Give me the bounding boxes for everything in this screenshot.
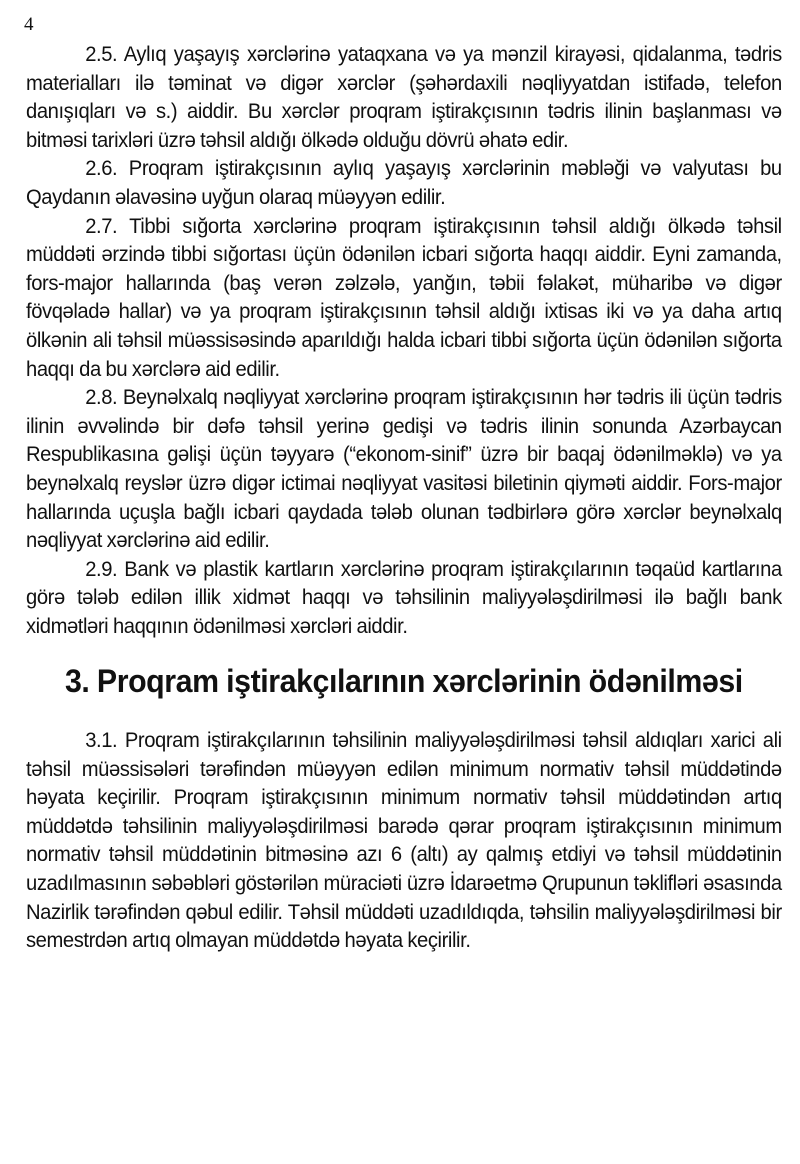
paragraph-2-6: 2.6. Proqram iştirakçısının aylıq yaşayış xərclərinin məbləği və valyutası bu Qaydanın əlavəsinə uyğun olaraq müəyyən edilir. — [26, 156, 782, 209]
paragraph-2-9: 2.9. Bank və plastik kartların xərclərinə proqram iştirakçılarının təqaüd kartlarına görə tələb edilən illik xidmət haqqı və təhsilinin maliyyələşdirilməsi ilə bağlı bank xidmətləri haqqının ödənilməsi xərcləri aiddir. — [26, 556, 782, 638]
paragraph-2-5: 2.5. Aylıq yaşayış xərclərinə yataqxana və ya mənzil kirayəsi, qidalanma, tədris materialları ilə təminat və digər xərclər (şəhərdaxili nəqliyyatdan istifadə, telefon danışıqları və s.) aiddir. Bu xərclər proqram iştirakçısının tədris ilinin başlanması və bitməsi tarixləri üzrə təhsil aldığı ölkədə olduğu dövrü əhatə edir. — [26, 42, 782, 152]
section-3-heading: 3. Proqram iştirakçılarının xərclərinin ödənilməsi — [64, 663, 743, 700]
paragraph-2-8: 2.8. Beynəlxalq nəqliyyat xərclərinə proqram iştirakçısının hər tədris ili üçün tədris ilinin əvvəlində bir dəfə təhsil yerinə gedişi və tədris ilinin sonunda Azərbaycan Respublikasına gəlişi üçün təyyarə (“ekonom-sinif” üzrə bir baqaj ödənilməklə) və ya beynəlxalq reyslər üzrə digər ictimai nəqliyyat vasitəsi biletinin qiyməti aiddir. Fors-major hallarında uçuşla bağlı icbari qaydada tələb olunan tədbirlərə görə xərclər beynəlxalq nəqliyyat xərclərinə aid edilir. — [26, 385, 782, 553]
paragraph-3-1: 3.1. Proqram iştirakçılarının təhsilinin maliyyələşdirilməsi təhsil aldıqları xarici ali təhsil müəssisələri tərəfindən müəyyən edilən minimum normativ təhsil müddətində həyata keçirilir. Proqram iştirakçısının minimum normativ təhsil müddətindən artıq müddətdə təhsilinin maliyyələşdirilməsi barədə qərar proqram iştirakçısının minimum normativ təhsil müddətinin bitməsinə azı 6 (altı) ay qalmış etdiyi və təhsil müddətinin uzadılmasının səbəbləri göstərilən müraciəti üzrə İdarəetmə Qrupunun təklifləri əsasında Nazirlik tərəfindən qəbul edilir. Təhsil müddəti uzadıldıqda, təhsilin maliyyələşdirilməsi bir semestrdən artıq olmayan müddətdə həyata keçirilir. — [26, 728, 782, 953]
document-body — [26, 40, 782, 955]
paragraph-2-7: 2.7. Tibbi sığorta xərclərinə proqram iştirakçısının təhsil aldığı ölkədə təhsil müddəti ərzində tibbi sığortası üçün ödənilən icbari sığorta haqqı aiddir. Eyni zamanda, fors-major hallarında (baş verən zəlzələ, yanğın, təbii fəlakət, müharibə və digər fövqəladə hallar) və ya proqram iştirakçısının təhsil aldığı ixtisas iki və ya daha artıq ölkənin ali təhsil müəssisəsində aparıldığı halda icbari tibbi sığorta üçün ödənilən sığorta haqqı da bu xərclərə aid edilir. — [26, 213, 782, 381]
page-number: 4 — [24, 14, 34, 35]
